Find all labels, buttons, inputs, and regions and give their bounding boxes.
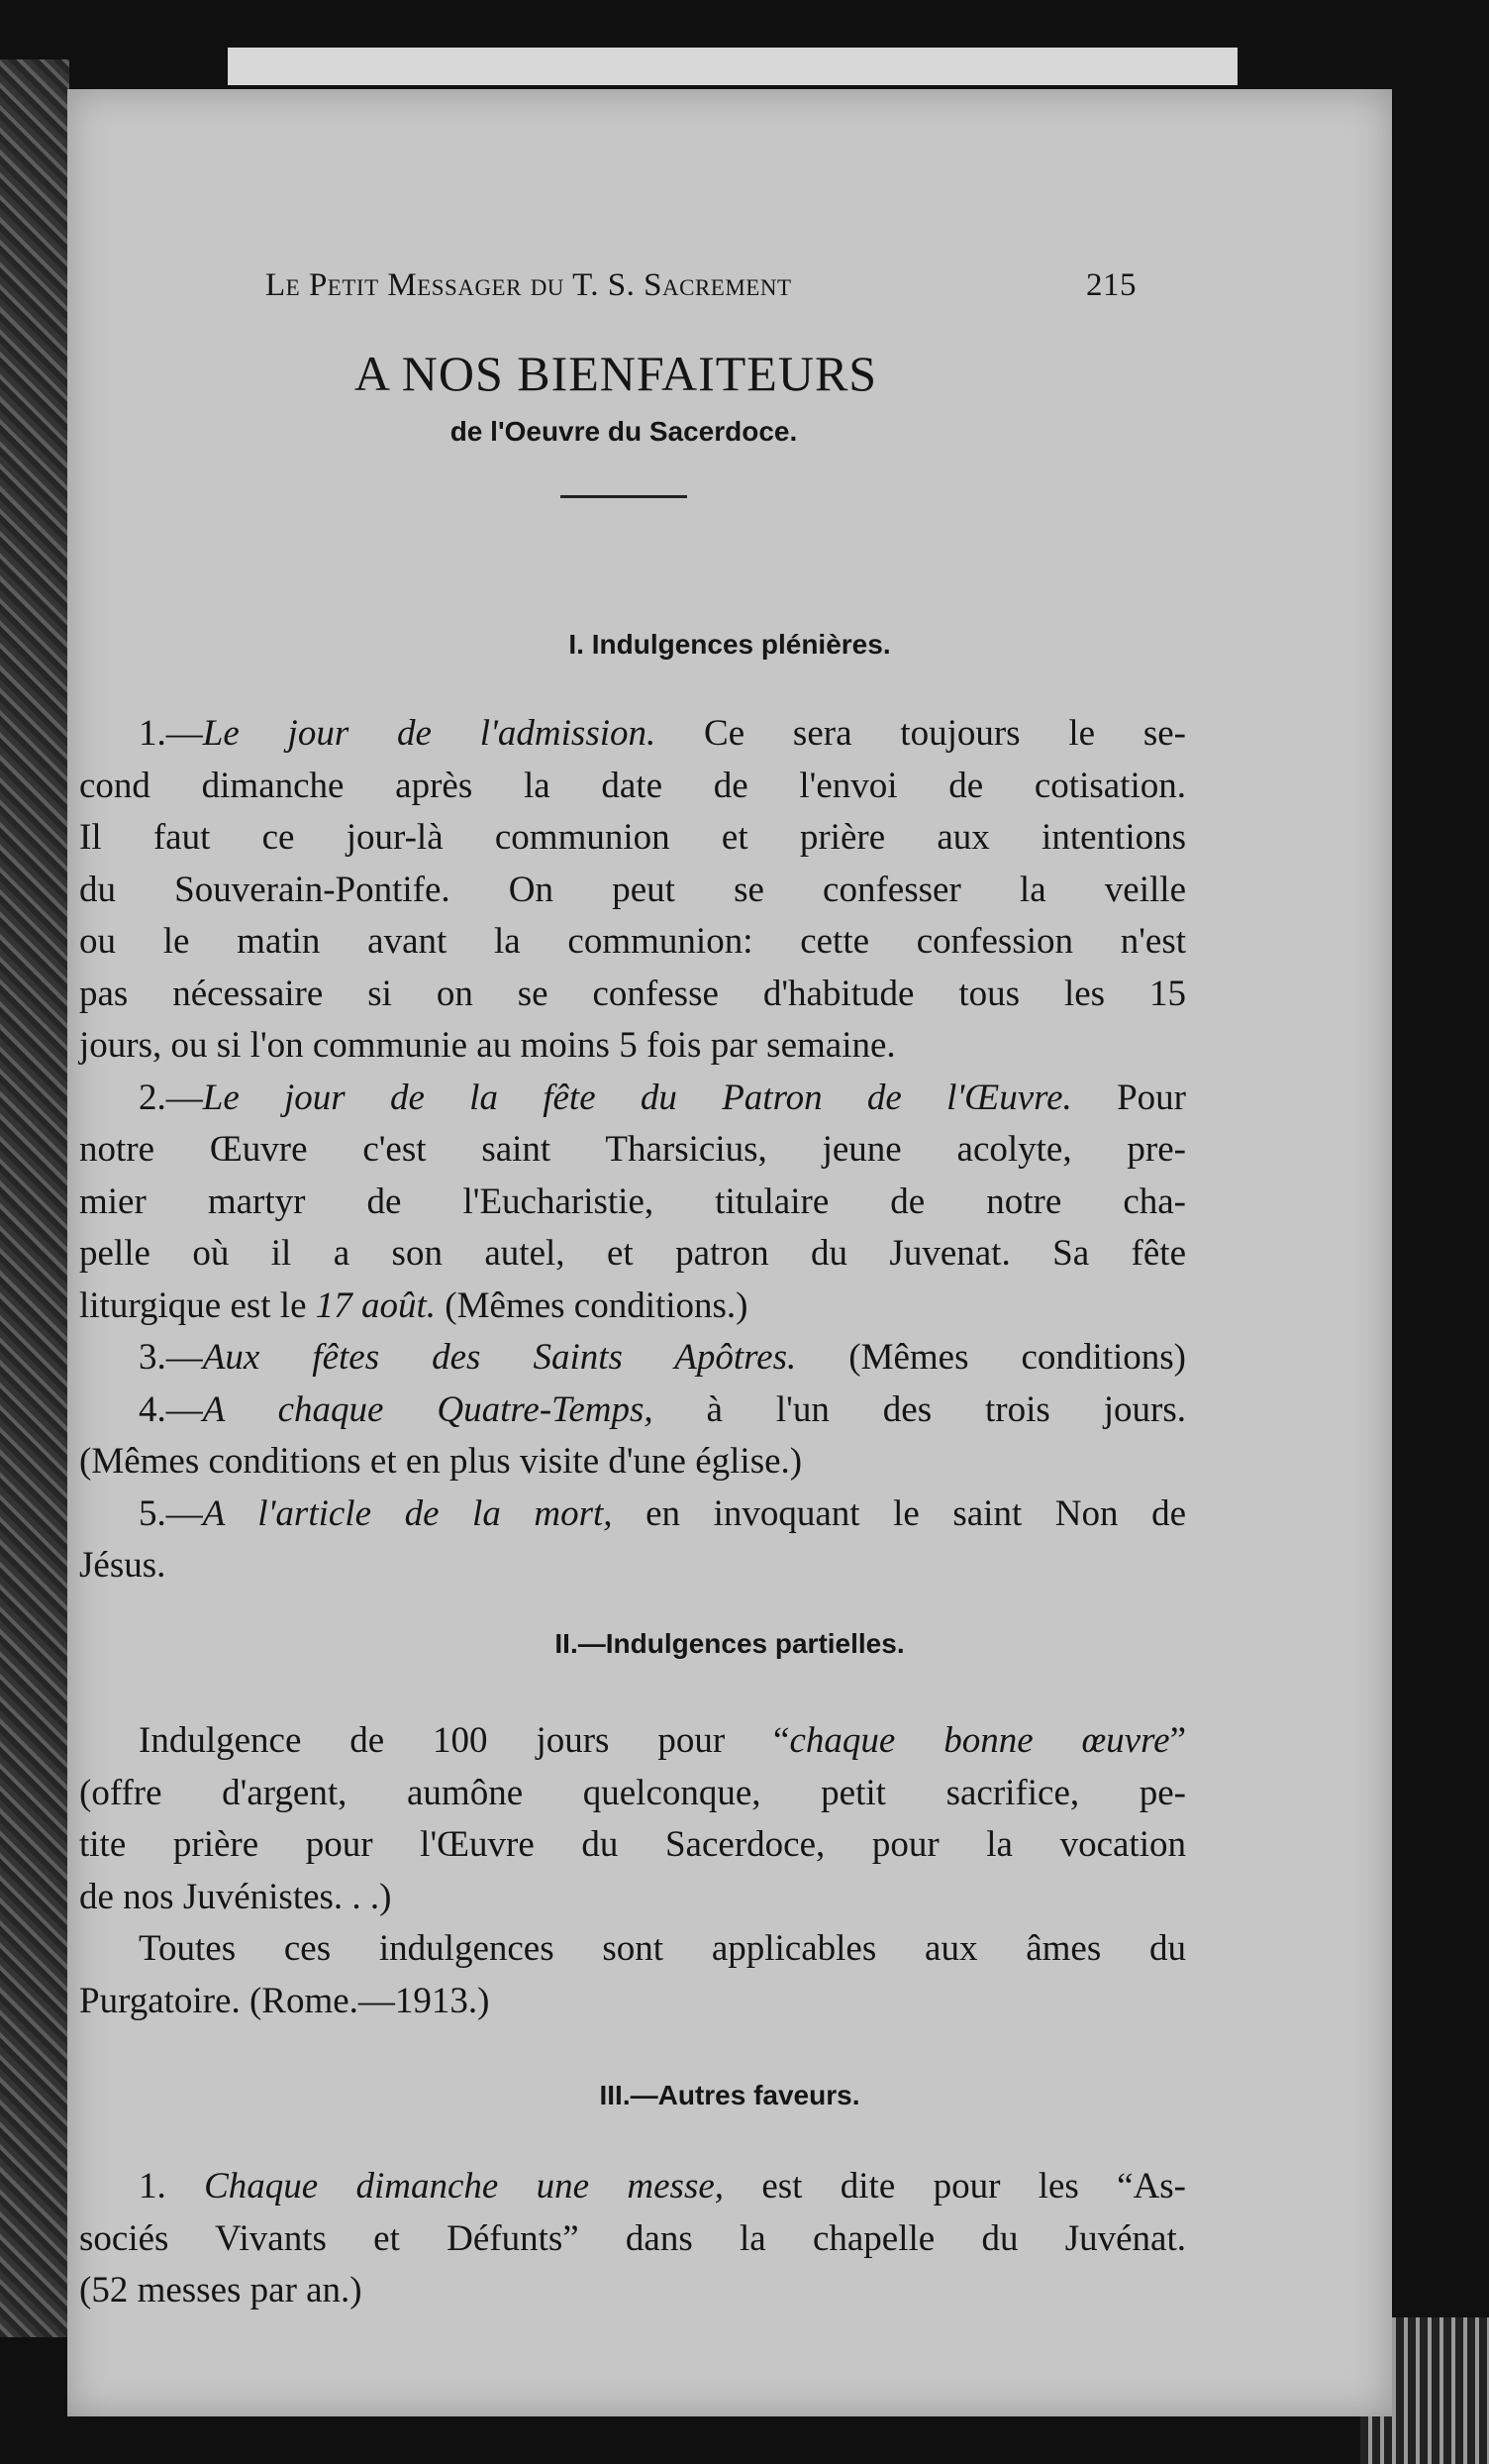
text-line: (Mêmes conditions et en plus visite d'une église.) [79, 1441, 803, 1482]
item-number: 5.— [139, 1492, 203, 1534]
section-heading-3: III.—Autres faveurs. [599, 2080, 860, 2110]
item-5-line-1 [79, 1489, 1186, 1541]
section-3-body [79, 2161, 1186, 2317]
text-run: en invoquant le saint Non de [612, 1492, 1186, 1534]
italic-phrase: Le jour de l'admission. [202, 713, 656, 754]
item-number: 1.— [139, 713, 203, 754]
divider [560, 495, 687, 498]
item-2-last-line [79, 1281, 1186, 1333]
section-heading-1: I. Indulgences plénières. [568, 629, 891, 660]
paragraph-1-line-1 [79, 1715, 1186, 1768]
page-subtitle: de l'Oeuvre du Sacerdoce. [449, 416, 798, 447]
text-line: sociés Vivants et Défunts” dans la chapelle du Juvénat. [79, 2217, 1186, 2259]
page-title: A NOS BIENFAITEURS [353, 346, 878, 401]
text-line: de nos Juvénistes. . .) [79, 1876, 392, 1917]
italic-date: 17 août. [315, 1284, 437, 1326]
text-line: jours, ou si l'on communie au moins 5 fois par semaine. [79, 1025, 896, 1066]
running-head-title: Le Petit Messager du T. S. Sacrement [265, 267, 792, 303]
text-line: Il faut ce jour-là communion et prière aux intentions [79, 817, 1186, 858]
text-run: est dite pour les “As- [724, 2166, 1187, 2207]
item-number: 2.— [139, 1077, 203, 1118]
adjacent-book-edge [0, 59, 69, 2337]
item-3-line [79, 1332, 1186, 1385]
italic-phrase: A l'article de la mort, [202, 1492, 613, 1534]
page-content [67, 89, 1392, 2416]
text-line: Purgatoire. (Rome.—1913.) [79, 1980, 490, 2021]
paragraph-2-line-1: Toutes ces indulgences sont applicables aux âmes du [139, 1928, 1186, 1969]
text-line: pas nécessaire si on se confesse d'habitude tous les 15 [79, 973, 1186, 1014]
text-line: du Souverain-Pontife. On peut se confesser la veille [79, 869, 1186, 910]
book-page [67, 89, 1392, 2416]
section-1-body [79, 708, 1186, 1592]
text-run: à l'un des trois jours. [652, 1388, 1186, 1430]
text-run: (Mêmes conditions.) [436, 1284, 748, 1326]
text-line: mier martyr de l'Eucharistie, titulaire de notre cha- [79, 1181, 1186, 1222]
text-run: (Mêmes conditions) [796, 1337, 1186, 1378]
italic-phrase: Aux fêtes des Saints Apôtres. [202, 1337, 797, 1378]
section-2-body [79, 1715, 1186, 2027]
text-run: liturgique est le [79, 1284, 316, 1326]
item-number: 3.— [139, 1337, 203, 1378]
italic-phrase: Le jour de la fête du Patron de l'Œuvre. [202, 1077, 1072, 1118]
text-line: notre Œuvre c'est saint Tharsicius, jeune acolyte, pre- [79, 1129, 1186, 1170]
text-line: ou le matin avant la communion: cette confession n'est [79, 921, 1186, 962]
page-number: 215 [1086, 267, 1137, 303]
item-4-line-1 [79, 1385, 1186, 1437]
text-line: (offre d'argent, aumône quelconque, petit sacrifice, pe- [79, 1772, 1186, 1813]
italic-phrase: chaque bonne œuvre [789, 1720, 1170, 1761]
text-line: Jésus. [79, 1545, 166, 1586]
text-run: Indulgence de 100 jours pour “ [139, 1720, 790, 1761]
item-1-line-1 [79, 708, 1186, 761]
text-line: cond dimanche après la date de l'envoi de cotisation. [79, 765, 1186, 806]
text-run: ” [1169, 1720, 1186, 1761]
italic-phrase: A chaque Quatre-Temps, [202, 1388, 653, 1430]
item-number: 4.— [139, 1388, 203, 1430]
text-line: (52 messes par an.) [79, 2270, 362, 2310]
italic-phrase: Chaque dimanche une messe, [204, 2166, 725, 2207]
item-2-line-1 [79, 1073, 1186, 1125]
favour-1-line-1 [79, 2161, 1186, 2213]
text-run: Ce sera toujours le se- [655, 713, 1186, 754]
running-head [265, 267, 1137, 304]
top-paper-edge [228, 48, 1238, 85]
text-line: pelle où il a son autel, et patron du Juvenat. Sa fête [79, 1233, 1186, 1274]
text-run: Pour [1071, 1077, 1186, 1118]
item-number: 1. [139, 2166, 205, 2207]
text-line: tite prière pour l'Œuvre du Sacerdoce, pour la vocation [79, 1824, 1186, 1865]
section-heading-2: II.—Indulgences partielles. [554, 1628, 905, 1659]
